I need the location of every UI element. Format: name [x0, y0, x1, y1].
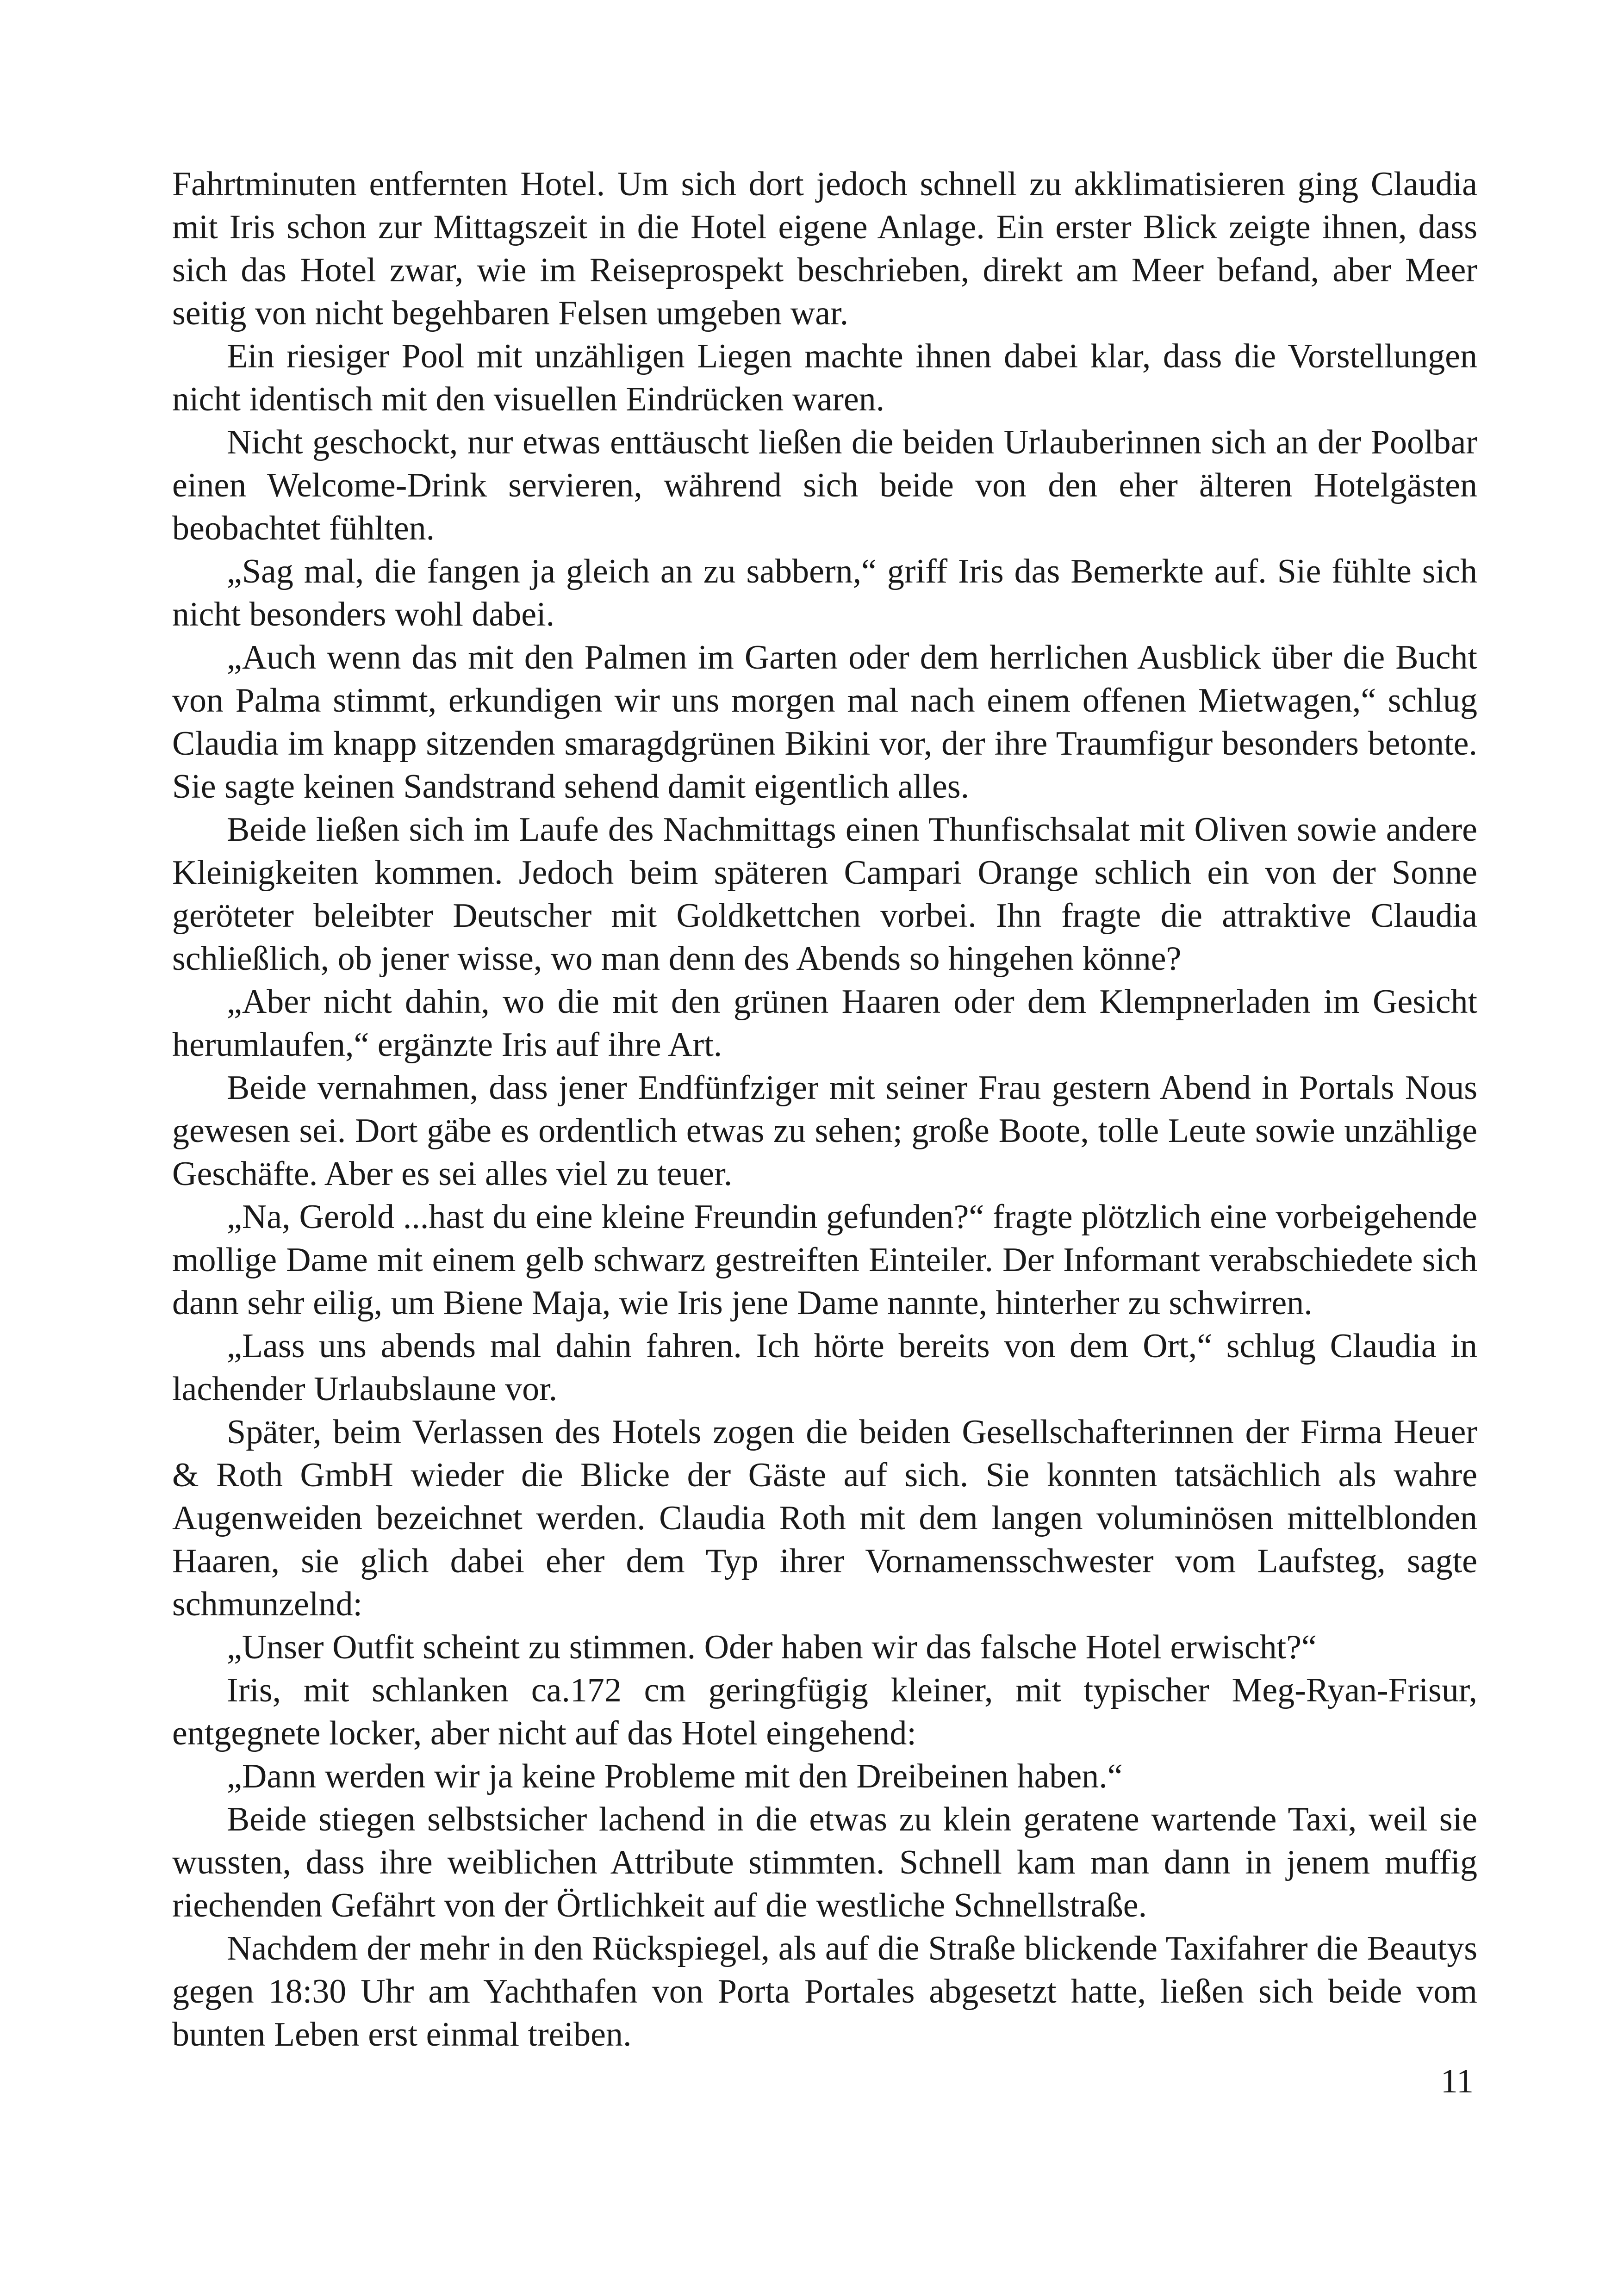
- page-number: 11: [1440, 2062, 1474, 2100]
- paragraph: „Aber nicht dahin, wo die mit den grünen Haaren oder dem Klempnerladen im Gesicht herumlaufen,“ ergänzte Iris auf ihre Art.: [172, 983, 1477, 1064]
- paragraph: Beide stiegen selbstsicher lachend in die etwas zu klein geratene wartende Taxi, weil sie wussten, dass ihre weiblichen Attribute stimmten. Schnell kam man dann in jenem muffig riechenden Gefährt von der Örtlichkeit auf die westliche Schnellstraße.: [172, 1800, 1477, 1924]
- paragraph: „Sag mal, die fangen ja gleich an zu sabbern,“ griff Iris das Bemerkte auf. Sie fühlte sich nicht besonders wohl dabei.: [172, 552, 1477, 633]
- paragraph: Fahrtminuten entfernten Hotel. Um sich dort jedoch schnell zu akklimatisieren ging Claudia mit Iris schon zur Mittagszeit in die Hotel eigene Anlage. Ein erster Blick zeigte ihnen, dass sich das Hotel zwar, wie im Reiseprospekt beschrieben, direkt am Meer befand, aber Meer seitig von nicht begehbaren Felsen umgeben war.: [172, 165, 1477, 332]
- body-text: [172, 163, 1477, 2056]
- paragraph: Nicht geschockt, nur etwas enttäuscht ließen die beiden Urlauberinnen sich an der Poolbar einen Welcome-Drink servieren, während sich beide von den eher älteren Hotelgästen beobachtet fühlten.: [172, 423, 1477, 547]
- paragraph: „Auch wenn das mit den Palmen im Garten oder dem herrlichen Ausblick über die Bucht von Palma stimmt, erkundigen wir uns morgen mal nach einem offenen Mietwagen,“ schlug Claudia im knapp sitzenden smaragdgrünen Bikini vor, der ihre Traumfigur besonders betonte. Sie sagte keinen Sandstrand sehend damit eigentlich alles.: [172, 639, 1477, 806]
- paragraph: Iris, mit schlanken ca.172 cm geringfügig kleiner, mit typischer Meg-Ryan-Frisur, entgegnete locker, aber nicht auf das Hotel eingehend:: [172, 1671, 1477, 1752]
- paragraph: „Dann werden wir ja keine Probleme mit den Dreibeinen haben.“: [227, 1757, 1123, 1795]
- paragraph: Beide ließen sich im Laufe des Nachmittags einen Thunfischsalat mit Oliven sowie andere Kleinigkeiten kommen. Jedoch beim späteren Campari Orange schlich ein von der Sonne geröteter beleibter Deutscher mit Goldkettchen vorbei. Ihn fragte die attraktive Claudia schließlich, ob jener wisse, wo man denn des Abends so hingehen könne?: [172, 811, 1477, 978]
- paragraph: „Unser Outfit scheint zu stimmen. Oder haben wir das falsche Hotel erwischt?“: [227, 1628, 1317, 1666]
- paragraph: Ein riesiger Pool mit unzähligen Liegen machte ihnen dabei klar, dass die Vorstellungen nicht identisch mit den visuellen Eindrücken waren.: [172, 337, 1477, 418]
- paragraph: „Na, Gerold ...hast du eine kleine Freundin gefunden?“ fragte plötzlich eine vorbeigehende mollige Dame mit einem gelb schwarz gestreiften Einteiler. Der Informant verabschiedete sich dann sehr eilig, um Biene Maja, wie Iris jene Dame nannte, hinterher zu schwirren.: [172, 1198, 1477, 1322]
- paragraph: Beide vernahmen, dass jener Endfünfziger mit seiner Frau gestern Abend in Portals Nous gewesen sei. Dort gäbe es ordentlich etwas zu sehen; große Boote, tolle Leute sowie unzählige Geschäfte. Aber es sei alles viel zu teuer.: [172, 1069, 1477, 1193]
- paragraph: Nachdem der mehr in den Rückspiegel, als auf die Straße blickende Taxifahrer die Beautys gegen 18:30 Uhr am Yachthafen von Porta Portales abgesetzt hatte, ließen sich beide vom bunten Leben erst einmal treiben.: [172, 1930, 1477, 2054]
- paragraph: Später, beim Verlassen des Hotels zogen die beiden Gesellschafterinnen der Firma Heuer & Roth GmbH wieder die Blicke der Gäste auf sich. Sie konnten tatsächlich als wahre Augenweiden bezeichnet werden. Claudia Roth mit dem langen voluminösen mittelblonden Haaren, sie glich dabei eher dem Typ ihrer Vornamensschwester vom Laufsteg, sagte schmunzelnd:: [172, 1413, 1477, 1623]
- paragraph: „Lass uns abends mal dahin fahren. Ich hörte bereits von dem Ort,“ schlug Claudia in lachender Urlaubslaune vor.: [172, 1327, 1477, 1408]
